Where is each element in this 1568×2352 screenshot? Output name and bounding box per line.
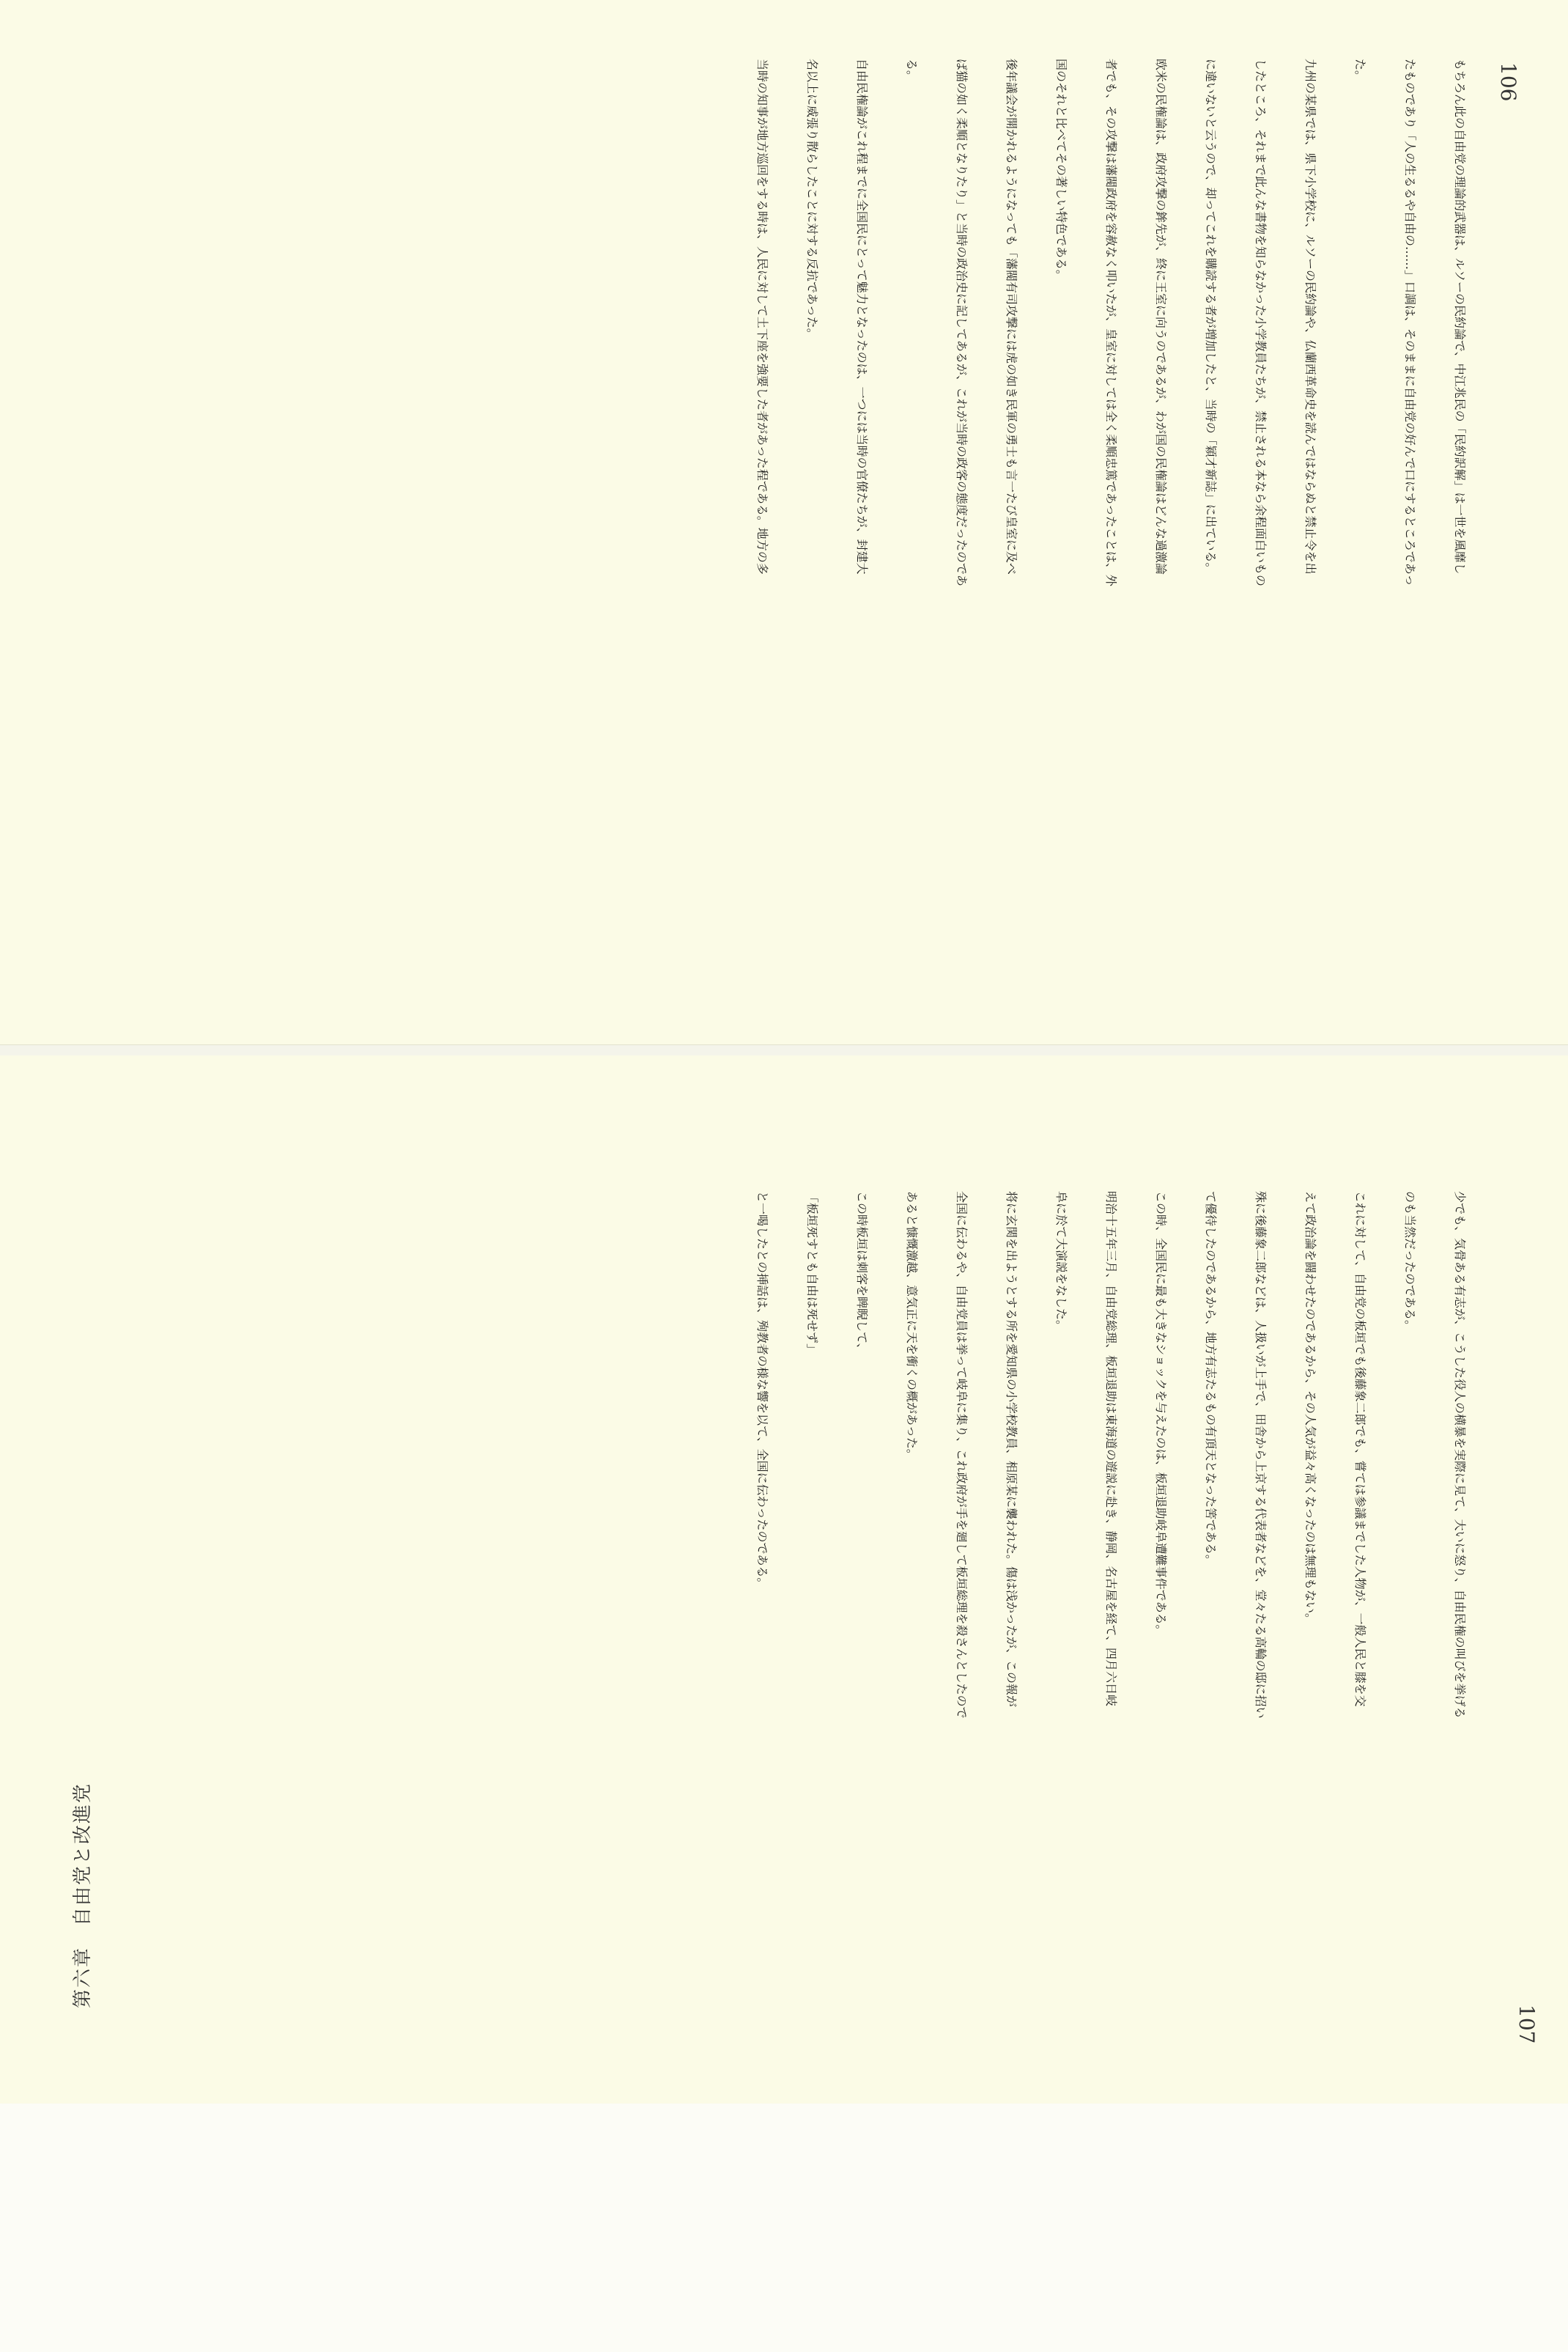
text-line: これに対して、自由党の板垣でも後藤象二郎でも、嘗ては参議までした人物が、一般人民と膝を交 <box>1353 1191 1367 1707</box>
text-line: 「板垣死すとも自由は死せず」 <box>805 1191 819 1356</box>
text-line: に違いないと云うので、却ってこれを購読する者が増加したと、当時の「穎才新誌」に出ている。 <box>1204 59 1218 575</box>
running-head: 第六章 自由党と改進党 <box>72 1782 94 2008</box>
page-107 <box>0 1055 1568 2104</box>
text-line: この時板垣は刺客を睥睨して、 <box>855 1191 869 1355</box>
page-107-body <box>722 1191 1469 2093</box>
text-line: と一喝したとの挿話は、殉教者の様な響を以て、全国に伝わったのである。 <box>755 1191 769 1590</box>
scan-margin <box>0 2104 1568 2352</box>
page-number-107: 107 <box>1515 2005 1539 2044</box>
text-line: この時、全国民に最も大きなショックを与えたのは、板垣退助岐阜遭難事件である。 <box>1154 1191 1168 1637</box>
text-line: のも当然だったのである。 <box>1403 1191 1417 1332</box>
text-line: 欧米の民権論は、政府攻撃の鉾先が、終に王室に向うのであるが、わが国の民権論はどんな過激論 <box>1154 59 1168 575</box>
page-106-body <box>722 59 1469 960</box>
text-line: 明治十五年三月、自由党総理、板垣退助は東海道の遊説に赴き、静岡、名古屋を経て、四月六日岐 <box>1104 1191 1118 1707</box>
text-line: 将に玄関を出ようとする所を愛知県の小学校教員、相原某に襲われた。傷は浅かったが、この報が <box>1005 1191 1018 1708</box>
text-line: 自由民権論がこれ程までに全国民にとって魅力となったのは、一つには当時の官僚たちが、封建大 <box>855 59 869 575</box>
page-106 <box>0 0 1568 1044</box>
text-line: 全国に伝わるや、自由党員は挙って岐阜に集り、これ政府が手を廻して板垣総理を殺さんとしたので <box>955 1191 969 1719</box>
text-line: 者でも、その攻撃は藩閥政府を容赦なく叩いたが、皇室に対しては全く柔順忠篤であったことは、外 <box>1104 59 1118 586</box>
text-line: 後年議会が開かれるようになっても「藩閥有司攻撃には虎の如き民軍の勇士も言一たび皇室に及べ <box>1005 59 1018 575</box>
text-line: もちろん此の自由党の理論的武器は、ルソーの民約論で、中江兆民の「民約訳解」は一世を風靡し <box>1453 59 1467 575</box>
text-line: 当時の知事が地方巡回をする時は、人民に対して土下座を強要した者があった程である。地方の多 <box>755 59 769 575</box>
text-line: 国のそれと比べてその著しい特色である。 <box>1054 59 1068 282</box>
text-line: たものであり「人の生るるや自由の……」口調は、そのままに自由党の好んで口にするところであっ <box>1403 59 1417 586</box>
text-line: 少でも、気骨ある有志が、こうした役人の横暴を実際に見て、大いに怒り、自由民権の叫びを挙げる <box>1453 1191 1467 1719</box>
text-line: 阜に於て大演説をなした。 <box>1054 1191 1068 1332</box>
text-line: た。 <box>1353 59 1367 83</box>
text-line: 九州の某県では、県下小学校に、ルソーの民約論や、仏蘭西革命史を読んではならぬと禁止令を出 <box>1303 59 1317 575</box>
text-line: したところ、それまで此んな書物を知らなかった小学教員たちが、禁止される本なら余程面白いもの <box>1254 59 1268 587</box>
text-line: 殊に後藤象二郎などは、人扱いが上手で、田舎から上京する代表者などを、堂々たる高輪の邸に招い <box>1254 1191 1268 1719</box>
text-line: 名以上に威張り散らしたことに対する反抗であった。 <box>805 59 819 340</box>
text-line: ば猫の如く柔順となりたり」と当時の政治史に記してあるが、これが当時の政客の態度だったのであ <box>955 59 969 587</box>
text-line: る。 <box>905 59 919 83</box>
text-line: て優待したのであるから、地方有志たるもの有頂天となった筈である。 <box>1204 1191 1218 1567</box>
text-line: あると慷慨激越、意気正に天を衝くの概があった。 <box>905 1191 919 1461</box>
page-number-106: 106 <box>1496 62 1520 102</box>
text-line: えて政治論を闘わせたのであるから、その人気が益々高くなったのは無理もない。 <box>1303 1191 1317 1626</box>
